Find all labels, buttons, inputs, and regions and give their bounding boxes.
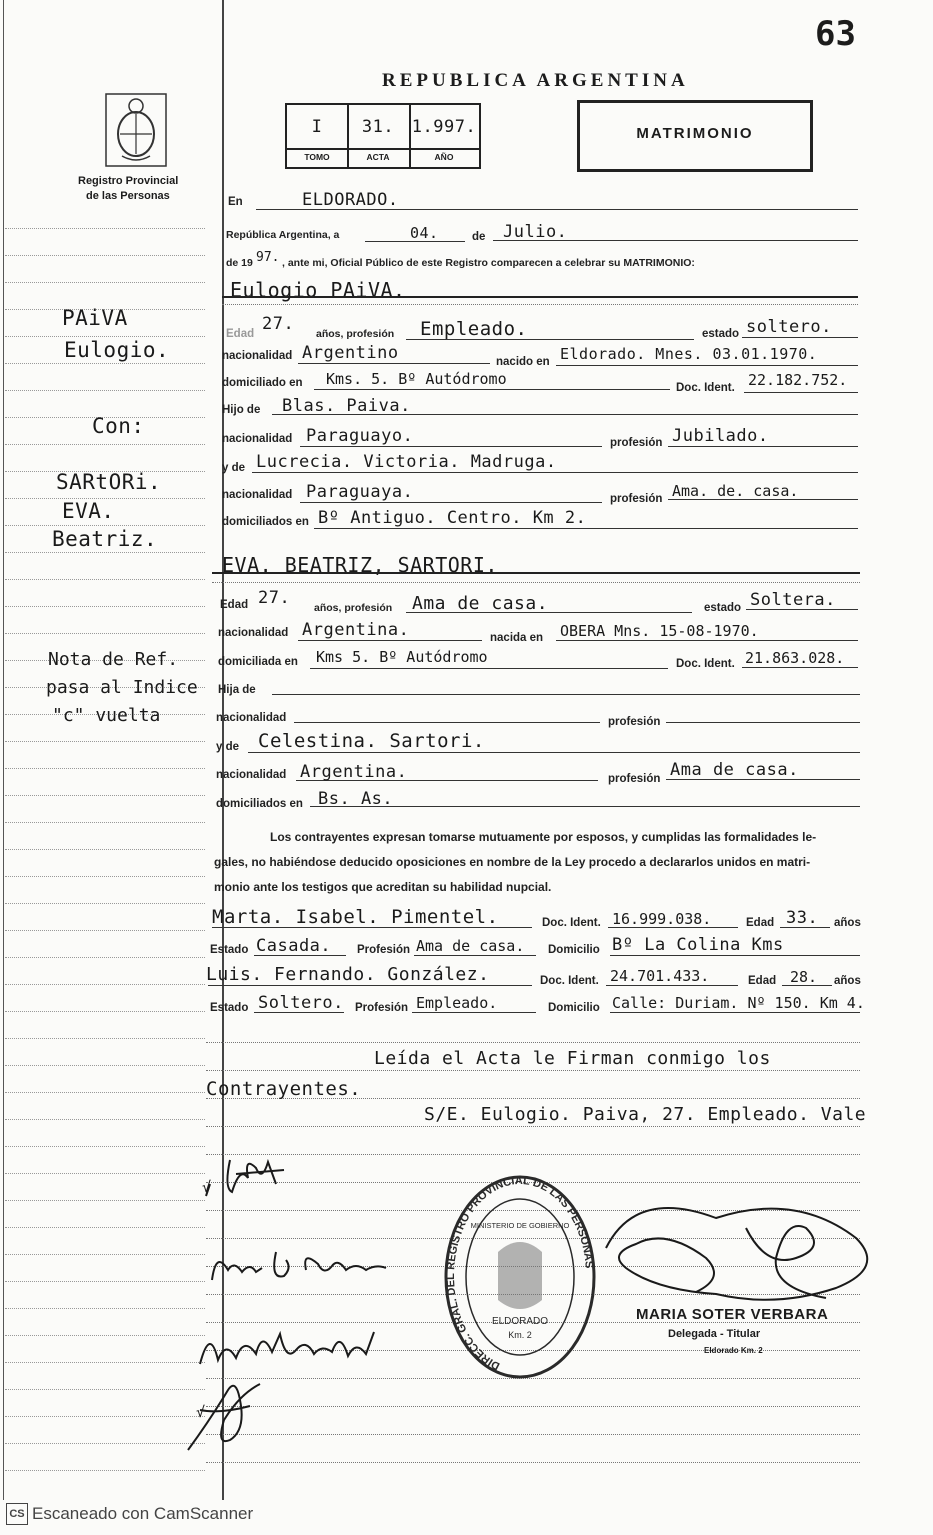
groom-nacionalidad: Argentino bbox=[302, 343, 399, 363]
margin-rule bbox=[5, 930, 205, 931]
groom-estado: soltero. bbox=[746, 317, 832, 337]
margin-rule bbox=[5, 579, 205, 580]
republica-label: República Argentina, a bbox=[226, 229, 340, 241]
margin-rule bbox=[5, 903, 205, 904]
declaration-line2: gales, no habiéndose deducido oposiciones en nombre de la Ley procedo a declararlos unidos en matri- bbox=[214, 855, 811, 869]
margin-rule bbox=[5, 282, 205, 283]
witness2-edad-label: Edad bbox=[748, 975, 777, 987]
witness1-dom-label: Domicilio bbox=[548, 944, 600, 956]
witness2-profesion: Empleado. bbox=[416, 994, 498, 1012]
registry-name-line2: de las Personas bbox=[86, 190, 170, 202]
bride-mprof-label: profesión bbox=[608, 773, 661, 785]
margin-bride-surname: SARtORi. bbox=[56, 470, 162, 494]
intro-sentence: , ante mi, Oficial Público de este Registro comparecen a celebrar su MATRIMONIO: bbox=[282, 257, 695, 269]
bride-madre-prof: Ama de casa. bbox=[670, 760, 799, 780]
margin-rule bbox=[5, 1335, 205, 1336]
margin-rule bbox=[5, 1443, 205, 1444]
bride-mnac-label: nacionalidad bbox=[216, 769, 287, 781]
bride-hija-label: Hija de bbox=[218, 684, 256, 696]
page-number: 63 bbox=[815, 14, 856, 54]
bride-estado: Soltera. bbox=[750, 590, 836, 610]
margin-rule bbox=[5, 1470, 205, 1471]
margin-rule bbox=[5, 1308, 205, 1309]
year-prefix: de 19 bbox=[226, 257, 253, 269]
witness1-domicilio: Bº La Colina Kms bbox=[612, 935, 784, 955]
groom-doc-label: Doc. Ident. bbox=[676, 382, 735, 394]
groom-mprof-label: profesión bbox=[610, 493, 663, 505]
witness2-dom-label: Domicilio bbox=[548, 1002, 600, 1014]
margin-rule bbox=[5, 1119, 205, 1120]
groom-edad: 27. bbox=[262, 314, 295, 334]
country-heading: REPUBLICA ARGENTINA bbox=[382, 70, 689, 91]
margin-rule bbox=[5, 1173, 205, 1174]
margin-rule bbox=[5, 849, 205, 850]
groom-madre: Lucrecia. Victoria. Madruga. bbox=[256, 452, 557, 472]
stamp-km: Km. 2 bbox=[508, 1330, 532, 1340]
margin-bride-name: EVA. bbox=[62, 499, 115, 523]
bride-nacida: OBERA Mns. 15-08-1970. bbox=[560, 622, 759, 640]
groom-pnac-label: nacionalidad bbox=[222, 433, 293, 445]
margin-rule bbox=[5, 1038, 205, 1039]
groom-nacido-label: nacido en bbox=[496, 356, 550, 368]
witness2-prof-label: Profesión bbox=[355, 1002, 409, 1014]
bride-madre-nac: Argentina. bbox=[300, 762, 408, 782]
margin-rule bbox=[5, 228, 205, 229]
margin-rule bbox=[5, 1254, 205, 1255]
official-stamp bbox=[440, 1172, 600, 1382]
record-type-box bbox=[577, 100, 813, 172]
left-binding-line bbox=[3, 0, 4, 1500]
bride-doc-label: Doc. Ident. bbox=[676, 658, 735, 670]
groom-nac-label: nacionalidad bbox=[222, 350, 293, 362]
witness1-estado-label: Estado bbox=[210, 944, 249, 956]
groom-mnac-label: nacionalidad bbox=[222, 489, 293, 501]
check-mark-2: √ bbox=[196, 1403, 206, 1421]
record-type: MATRIMONIO bbox=[636, 125, 754, 142]
witness2-estado: Soltero. bbox=[258, 993, 344, 1013]
closing-line3: S/E. Eulogio. Paiva, 27. Empleado. Vale bbox=[424, 1104, 867, 1125]
stamp-inner-text: MINISTERIO DE GOBIERNO bbox=[470, 1221, 570, 1230]
margin-rule bbox=[5, 1227, 205, 1228]
margin-rule bbox=[5, 741, 205, 742]
bride-pnac-label: nacionalidad bbox=[216, 712, 287, 724]
groom-padre: Blas. Paiva. bbox=[282, 396, 411, 416]
bride-dom-label: domiciliada en bbox=[218, 656, 298, 668]
tomo-label: TOMO bbox=[304, 152, 330, 162]
groom-estado-label: estado bbox=[702, 328, 740, 340]
margin-rule bbox=[5, 1200, 205, 1201]
margin-rule bbox=[5, 795, 205, 796]
margin-rule bbox=[5, 525, 205, 526]
margin-note-line1: Nota de Ref. bbox=[48, 649, 179, 670]
groom-doc: 22.182.752. bbox=[748, 371, 848, 389]
signature-witness2 bbox=[180, 1370, 280, 1465]
bride-profesion: Ama de casa. bbox=[412, 593, 549, 614]
body-rule bbox=[206, 1462, 860, 1463]
bride-padres-dom: Bs. As. bbox=[318, 789, 394, 809]
groom-padre-nac: Paraguayo. bbox=[306, 426, 414, 446]
witness2-domicilio: Calle: Duriam. Nº 150. Km 4. bbox=[612, 994, 865, 1012]
body-rule bbox=[206, 1406, 860, 1407]
margin-rule bbox=[5, 768, 205, 769]
witness2-estado-label: Estado bbox=[210, 1002, 249, 1014]
bride-nac-label: nacionalidad bbox=[218, 627, 289, 639]
margin-rule bbox=[5, 390, 205, 391]
closing-line2: Contrayentes. bbox=[206, 1078, 362, 1100]
body-rule bbox=[206, 1070, 860, 1071]
witness1-doc: 16.999.038. bbox=[612, 910, 712, 928]
signature-groom bbox=[196, 1148, 306, 1209]
margin-rule bbox=[5, 1065, 205, 1066]
bride-estado-label: estado bbox=[704, 602, 742, 614]
margin-rule bbox=[5, 984, 205, 985]
witness1-edad: 33. bbox=[786, 908, 819, 928]
groom-full-name: Eulogio PAiVA. bbox=[230, 278, 406, 302]
margin-con: Con: bbox=[92, 414, 145, 438]
margin-rule bbox=[5, 552, 205, 553]
margin-rule bbox=[5, 1281, 205, 1282]
margin-rule bbox=[5, 336, 205, 337]
witness1-doc-label: Doc. Ident. bbox=[542, 917, 601, 929]
year-value: 97. bbox=[256, 250, 280, 265]
groom-nacido: Eldorado. Mnes. 03.01.1970. bbox=[560, 345, 818, 363]
body-rule bbox=[206, 1126, 860, 1127]
margin-rule bbox=[5, 1389, 205, 1390]
bride-domicilio: Kms 5. Bº Autódromo bbox=[316, 648, 488, 666]
groom-pprof-label: profesión bbox=[610, 437, 663, 449]
ano-label: AÑO bbox=[434, 152, 454, 162]
margin-rule bbox=[5, 957, 205, 958]
scanner-footer-text: Escaneado con CamScanner bbox=[32, 1504, 254, 1523]
coat-of-arms-icon bbox=[104, 92, 168, 168]
margin-rule bbox=[5, 606, 205, 607]
groom-yde-label: y de bbox=[222, 462, 246, 474]
margin-rule bbox=[5, 633, 205, 634]
bride-doc: 21.863.028. bbox=[745, 649, 845, 667]
bride-yde-label: y de bbox=[216, 741, 240, 753]
stamp-ring-text: DIRECC. GRAL. DEL REGISTRO PROVINCIAL DE LAS PERSONAS bbox=[445, 1174, 595, 1373]
body-rule bbox=[206, 1042, 860, 1043]
bride-nacionalidad: Argentina. bbox=[302, 620, 410, 640]
signature-bride bbox=[206, 1240, 396, 1295]
witness2-anos-label: años bbox=[834, 975, 861, 987]
margin-note-line2: pasa al Indice bbox=[46, 677, 198, 698]
tomo-value: I bbox=[311, 117, 323, 137]
acta-label: ACTA bbox=[366, 152, 390, 162]
witness2-doc: 24.701.433. bbox=[610, 967, 710, 985]
margin-bride-middle: Beatriz. bbox=[52, 527, 158, 551]
day-value: 04. bbox=[410, 224, 439, 242]
bride-nacida-label: nacida en bbox=[490, 632, 544, 644]
witness1-estado: Casada. bbox=[256, 936, 332, 956]
record-number-box bbox=[285, 103, 481, 169]
de-label: de bbox=[472, 231, 486, 243]
declaration-line3: monio ante los testigos que acreditan su habilidad nupcial. bbox=[214, 880, 552, 894]
margin-rule bbox=[5, 444, 205, 445]
margin-rule bbox=[5, 876, 205, 877]
margin-rule bbox=[5, 363, 205, 364]
bride-full-name: EVA. BEATRIZ, SARTORI. bbox=[222, 553, 498, 577]
bride-pprof-label: profesión bbox=[608, 716, 661, 728]
margin-rule bbox=[5, 1362, 205, 1363]
closing-line1: Leída el Acta le Firman conmigo los bbox=[374, 1048, 771, 1069]
margin-rule bbox=[5, 255, 205, 256]
groom-anos-label: años, profesión bbox=[316, 328, 395, 340]
groom-pdom-label: domiciliados en bbox=[222, 516, 309, 528]
bride-edad-label: Edad bbox=[220, 599, 249, 611]
groom-edad-label: Edad bbox=[226, 328, 255, 340]
place-value: ELDORADO. bbox=[302, 190, 399, 210]
witness2-doc-label: Doc. Ident. bbox=[540, 975, 599, 987]
margin-rule bbox=[5, 1011, 205, 1012]
groom-hijo-label: Hijo de bbox=[222, 404, 261, 416]
margin-rule bbox=[5, 822, 205, 823]
witness1-name: Marta. Isabel. Pimentel. bbox=[212, 906, 499, 928]
month-value: Julio. bbox=[503, 222, 568, 242]
margin-groom-name: Eulogio. bbox=[64, 338, 170, 362]
officer-sub: Eldorado Km. 2 bbox=[704, 1346, 763, 1355]
margin-rule bbox=[5, 1416, 205, 1417]
registry-name-line1: Registro Provincial bbox=[78, 175, 179, 187]
groom-dom-label: domiciliado en bbox=[222, 377, 303, 389]
bride-edad: 27. bbox=[258, 588, 291, 608]
body-rule bbox=[206, 1434, 860, 1435]
groom-profesion: Empleado. bbox=[420, 318, 528, 340]
groom-padres-dom: Bº Antiguo. Centro. Km 2. bbox=[318, 508, 587, 528]
stamp-city: ELDORADO bbox=[491, 1316, 549, 1327]
bride-pdom-label: domiciliados en bbox=[216, 798, 303, 810]
margin-groom-surname: PAiVA bbox=[62, 306, 128, 330]
officer-name: MARIA SOTER VERBARA bbox=[636, 1306, 829, 1323]
witness2-name: Luis. Fernando. González. bbox=[206, 964, 490, 985]
camscanner-logo-icon: CS bbox=[6, 1503, 28, 1525]
en-label: En bbox=[228, 196, 243, 208]
margin-note-line3: "c" vuelta bbox=[52, 705, 161, 726]
officer-title: Delegada - Titular bbox=[668, 1328, 761, 1340]
groom-madre-nac: Paraguaya. bbox=[306, 482, 414, 502]
witness2-edad: 28. bbox=[790, 968, 818, 986]
groom-padre-prof: Jubilado. bbox=[672, 426, 769, 446]
check-mark-1: √ bbox=[202, 1178, 212, 1196]
bride-madre: Celestina. Sartori. bbox=[258, 730, 485, 752]
groom-madre-prof: Ama. de. casa. bbox=[672, 482, 799, 500]
ano-value: 1.997. bbox=[411, 117, 477, 137]
groom-domicilio: Kms. 5. Bº Autódromo bbox=[326, 370, 507, 388]
margin-rule bbox=[5, 1146, 205, 1147]
witness1-prof-label: Profesión bbox=[357, 944, 411, 956]
witness1-profesion: Ama de casa. bbox=[416, 937, 525, 955]
scanner-footer bbox=[6, 1503, 253, 1525]
witness1-anos-label: años bbox=[834, 917, 861, 929]
margin-rule bbox=[5, 1092, 205, 1093]
bride-anos-label: años, profesión bbox=[314, 602, 393, 614]
witness1-edad-label: Edad bbox=[746, 917, 775, 929]
declaration-line1: Los contrayentes expresan tomarse mutuamente por esposos, y cumplidas las formalidades le- bbox=[270, 830, 817, 844]
acta-value: 31. bbox=[361, 117, 395, 137]
